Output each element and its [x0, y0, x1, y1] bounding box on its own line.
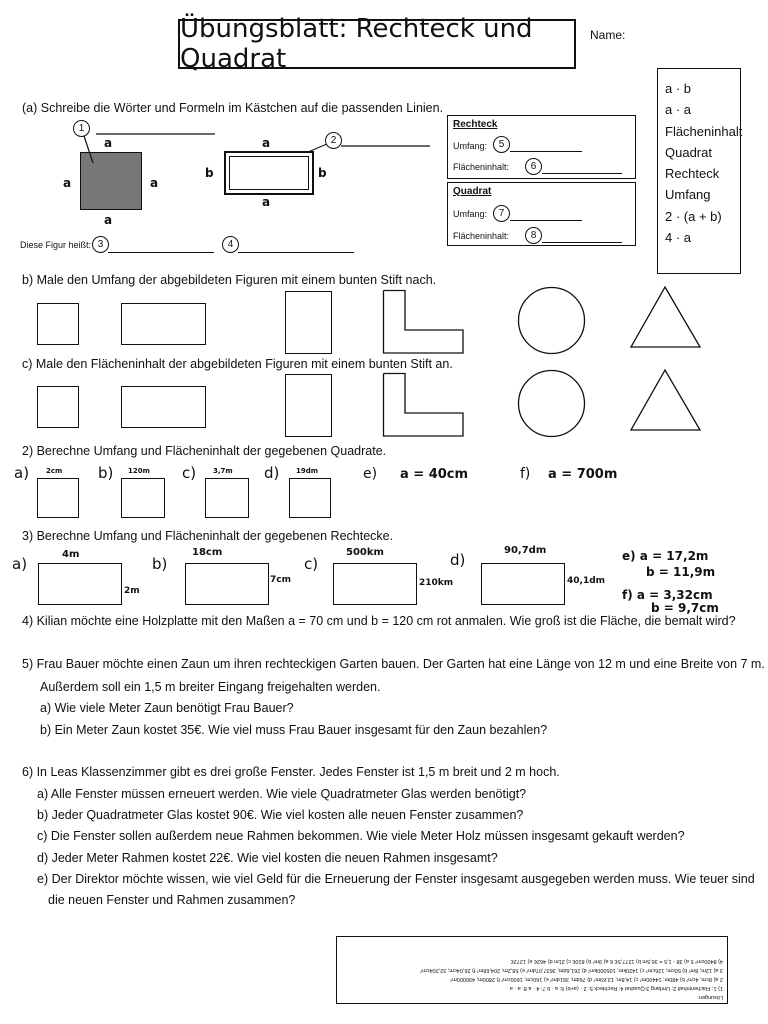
quadrat-flaeche-label: Flächeninhalt: — [453, 231, 510, 241]
task2-b-square — [121, 478, 165, 518]
shape-c-square — [37, 386, 79, 428]
task3-e-a: e) a = 17,2m — [622, 549, 709, 563]
word-item: 2 · (a + b) — [665, 208, 722, 224]
page-title: Übungsblatt: Rechteck und Quadrat — [178, 19, 576, 69]
number-circle-8: 8 — [525, 227, 542, 244]
task3-c-label: c) — [304, 555, 319, 573]
rect-side-top: a — [262, 136, 271, 150]
number-circle-3: 3 — [92, 236, 109, 253]
task3-a-rectangle — [38, 563, 122, 605]
task4-text: 4) Kilian möchte eine Holzplatte mit den Maßen a = 70 cm und b = 120 cm rot anmalen. Wie groß ist die Fläche, die bemalt wird? — [22, 614, 736, 628]
task2-f-value: a = 700m — [548, 467, 618, 482]
task6-c: c) Die Fenster sollen außerdem neue Rahmen bekommen. Wie viele Meter Holz müssen insgesamt gekauft werden? — [37, 829, 685, 843]
task2-d-square — [289, 478, 331, 518]
word-item: Flächeninhalt — [665, 123, 743, 139]
task3-b-rectangle — [185, 563, 269, 605]
task2-b-label: b) — [98, 464, 114, 482]
task3-c-rectangle — [333, 563, 417, 605]
square-side-right: a — [150, 176, 159, 190]
task3-b-label: b) — [152, 555, 168, 573]
task2-e-value: a = 40cm — [400, 467, 469, 482]
rechteck-umfang-label: Umfang: — [453, 141, 488, 151]
task3-a-height: 2m — [124, 586, 140, 596]
task3-d-rectangle — [481, 563, 565, 605]
quadrat-heading: Quadrat — [453, 186, 492, 197]
word-item: a · b — [665, 81, 692, 96]
task3-b-width: 18cm — [192, 547, 223, 558]
solution-line: 2 a) 8cm; 4cm² b) 480m; 14400m² c) 14,8m; 13,69m² d) 76dm; 361dm² e) 160cm; 1600cm² f) 2800m; 490000m² — [450, 976, 723, 982]
task3-c-width: 500km — [346, 547, 384, 558]
name-label: Name: — [590, 28, 626, 42]
task6-line1: 6) In Leas Klassenzimmer gibt es drei große Fenster. Jedes Fenster ist 1,5 m breit und 2 m hoch. — [22, 765, 560, 779]
solution-line: 4) 8400cm² 5 a) 38 - 1,5 = 36,5m b) 1277,5€ 6 a) 9m² b) 810€ c) 21m d) 462€ e) 1272€ — [510, 958, 723, 964]
task2-e-label: e) — [363, 466, 378, 482]
rechteck-flaeche-label: Flächeninhalt: — [453, 162, 510, 172]
shape-b-tall-rectangle — [285, 291, 332, 354]
figure-name-label: Diese Figur heißt: — [20, 240, 92, 250]
task6-a: a) Alle Fenster müssen erneuert werden. Wie viele Quadratmeter Glas werden benötigt? — [37, 787, 527, 801]
rechteck-heading: Rechteck — [453, 119, 498, 130]
task6-d: d) Jeder Meter Rahmen kostet 22€. Wie viel kosten die neuen Rahmen insgesamt? — [37, 851, 498, 865]
task2-c-label: c) — [182, 464, 197, 482]
solution-line: 3 a) 12m; 8m² b) 50cm; 126cm² c) 1420km; 105000km² d) 261,6dm; 3637,07dm² e) 58,2m; 204,68m² f) 26,04cm; 32,204cm² — [420, 967, 723, 973]
number-circle-7: 7 — [493, 205, 510, 222]
task-c-instruction: c) Male den Flächeninhalt der abgebildeten Figuren mit einem bunten Stift an. — [22, 357, 453, 371]
task2-a-label: a) — [14, 464, 30, 482]
task6-e2: die neuen Fenster und Rahmen zusammen? — [48, 893, 296, 907]
task2-b-side: 120m — [128, 467, 150, 475]
solution-line: 1) 1: Flächeninhalt 2: Umfang 3:Quadrat 4: Rechteck 5: 2 · (a+b) 6: a · b 7: 4 · a 8: a · a — [509, 985, 723, 991]
square-side-left: a — [63, 176, 72, 190]
shape-c-circle — [518, 370, 588, 440]
answer-line-7 — [510, 220, 582, 221]
task2-a-side: 2cm — [46, 467, 63, 475]
shape-c-triangle — [630, 369, 702, 433]
rechteck-formula-box — [447, 115, 636, 179]
task2-f-label: f) — [520, 466, 531, 482]
task3-a-width: 4m — [62, 549, 80, 560]
word-item: Umfang — [665, 187, 711, 203]
rect-side-bottom: a — [262, 195, 271, 209]
task5-line1: 5) Frau Bauer möchte einen Zaun um ihren rechteckigen Garten bauen. Der Garten hat eine Länge von 12 m und eine Breite von 7 m. — [22, 657, 765, 671]
number-circle-4: 4 — [222, 236, 239, 253]
word-item: Rechteck — [665, 166, 720, 182]
task5-line2: Außerdem soll ein 1,5 m breiter Eingang freigehalten werden. — [40, 680, 381, 694]
solutions-heading: Lösungen: — [697, 994, 723, 1000]
task6-b: b) Jeder Quadratmeter Glas kostet 90€. Wie viel kosten alle neuen Fenster zusammen? — [37, 808, 524, 822]
shape-c-tall-rectangle — [285, 374, 332, 437]
quadrat-formula-box — [447, 182, 636, 246]
task6-e1: e) Der Direktor möchte wissen, wie viel Geld für die Erneuerung der Fenster insgesamt ausgegeben werden muss. Wie teuer sind — [37, 872, 755, 886]
number-circle-1: 1 — [73, 120, 90, 137]
task2-d-label: d) — [264, 464, 280, 482]
solutions-box — [336, 936, 728, 1004]
task3-d-height: 40,1dm — [567, 576, 606, 586]
task3-c-height: 210km — [419, 578, 454, 588]
number-circle-2: 2 — [325, 132, 342, 149]
answer-line-6 — [542, 173, 622, 174]
number-circle-5: 5 — [493, 136, 510, 153]
answer-line-5 — [510, 151, 582, 152]
task2-c-square — [205, 478, 249, 518]
shape-b-triangle — [630, 286, 702, 350]
task2-a-square — [37, 478, 79, 518]
word-item: a · a — [665, 102, 692, 118]
task3-instruction: 3) Berechne Umfang und Flächeninhalt der gegebenen Rechtecke. — [22, 529, 394, 543]
task5-a: a) Wie viele Meter Zaun benötigt Frau Bauer? — [40, 701, 294, 715]
number-circle-6: 6 — [525, 158, 542, 175]
task5-b: b) Ein Meter Zaun kostet 35€. Wie viel muss Frau Bauer insgesamt für den Zaun bezahlen? — [40, 723, 548, 737]
answer-line-3 — [108, 252, 214, 253]
task3-d-label: d) — [450, 551, 466, 569]
task2-d-side: 19dm — [296, 467, 319, 475]
task3-f-b: b = 9,7cm — [651, 601, 719, 615]
word-item: Quadrat — [665, 144, 712, 160]
shape-b-rectangle — [121, 303, 206, 345]
shape-b-square — [37, 303, 79, 345]
answer-line-4 — [238, 252, 354, 253]
shape-c-l-shape — [383, 373, 483, 443]
task3-e-b: b = 11,9m — [646, 565, 716, 579]
answer-line-8 — [542, 242, 622, 243]
shape-c-rectangle — [121, 386, 206, 428]
task3-a-label: a) — [12, 555, 28, 573]
word-item: 4 · a — [665, 230, 692, 246]
task2-c-side: 3,7m — [213, 467, 233, 475]
task-b-instruction: b) Male den Umfang der abgebildeten Figuren mit einem bunten Stift nach. — [22, 273, 437, 287]
task2-instruction: 2) Berechne Umfang und Flächeninhalt der gegebenen Quadrate. — [22, 444, 387, 458]
shape-b-l-shape — [383, 290, 483, 360]
rect-side-left: b — [205, 166, 214, 180]
quadrat-umfang-label: Umfang: — [453, 209, 488, 219]
rect-side-right: b — [318, 166, 327, 180]
shape-b-circle — [518, 287, 588, 357]
task3-d-width: 90,7dm — [504, 545, 547, 556]
task3-f-a: f) a = 3,32cm — [622, 588, 713, 602]
pointer-lines — [0, 0, 768, 260]
task1-instruction: (a) Schreibe die Wörter und Formeln im Kästchen auf die passenden Linien. — [22, 101, 444, 115]
square-side-bottom: a — [104, 213, 113, 227]
square-side-top: a — [104, 136, 113, 150]
task3-b-height: 7cm — [270, 575, 291, 585]
